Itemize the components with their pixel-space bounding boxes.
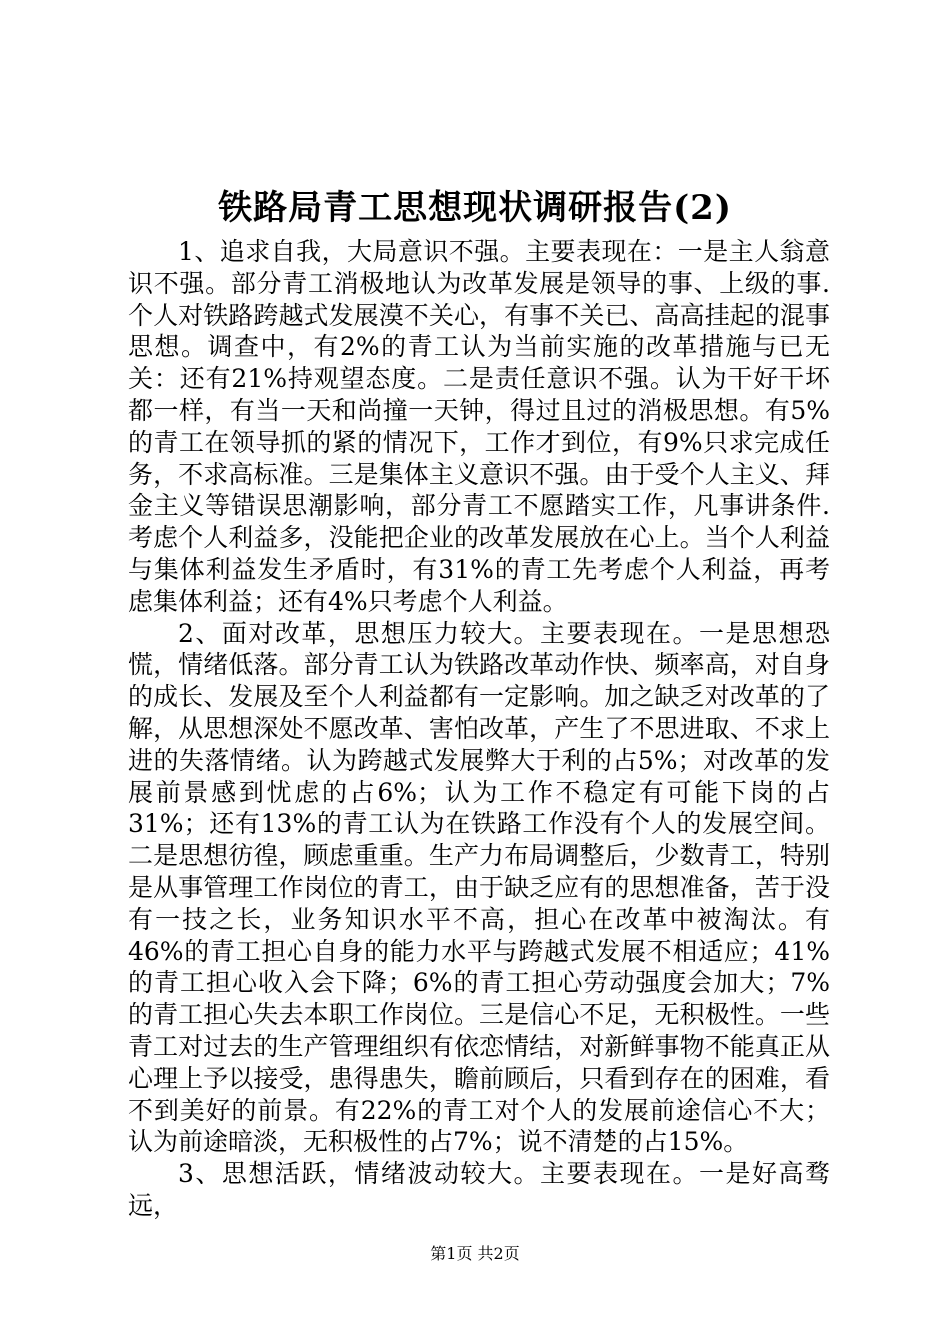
page-footer: 第1页 共2页 bbox=[430, 1244, 520, 1263]
page-title: 铁路局青工思想现状调研报告(2) bbox=[218, 188, 732, 228]
paragraph-3: 3、思想活跃，情绪波动较大。主要表现在。一是好高骛远， bbox=[128, 1159, 830, 1220]
document-body bbox=[128, 236, 830, 1222]
paragraph-2: 2、面对改革，思想压力较大。主要表现在。一是思想恐慌，情绪低落。部分青工认为铁路改革动作快、频率高，对自身的成长、发展及至个人利益都有一定影响。加之缺乏对改革的了解，从思想深处不愿改革、害怕改革，产生了不思进取、不求上进的失落情绪。认为跨越式发展弊大于利的占5%；对改革的发展前景感到忧虑的占6%；认为工作不稳定有可能下岗的占31%；还有13%的青工认为在铁路工作没有个人的发展空间。二是思想彷徨，顾虑重重。生产力布局调整后，少数青工，特别是从事管理工作岗位的青工，由于缺乏应有的思想准备，苦于没有一技之长，业务知识水平不高，担心在改革中被淘汰。有46%的青工担心自身的能力水平与跨越式发展不相适应；41%的青工担心收入会下降；6%的青工担心劳动强度会加大；7%的青工担心失去本职工作岗位。三是信心不足，无积极性。一些青工对过去的生产管理组织有依恋情结，对新鲜事物不能真正从心理上予以接受，患得患失，瞻前顾后，只看到存在的困难，看不到美好的前景。有22%的青工对个人的发展前途信心不大；认为前途暗淡，无积极性的占7%；说不清楚的占15%。 bbox=[128, 618, 830, 1157]
paragraph-1: 1、追求自我，大局意识不强。主要表现在：一是主人翁意识不强。部分青工消极地认为改革发展是领导的事、上级的事.个人对铁路跨越式发展漠不关心，有事不关已、高高挂起的混事思想。调查中，有2%的青工认为当前实施的改革措施与已无关：还有21%持观望态度。二是责任意识不强。认为干好干坏都一样，有当一天和尚撞一天钟，得过且过的消极思想。有5%的青工在领导抓的紧的情况下，工作才到位，有9%只求完成任务，不求高标准。三是集体主义意识不强。由于受个人主义、拜金主义等错误思潮影响，部分青工不愿踏实工作，凡事讲条件.考虑个人利益多，没能把企业的改革发展放在心上。当个人利益与集体利益发生矛盾时，有31%的青工先考虑个人利益，再考虑集体利益；还有4%只考虑个人利益。 bbox=[128, 237, 830, 616]
